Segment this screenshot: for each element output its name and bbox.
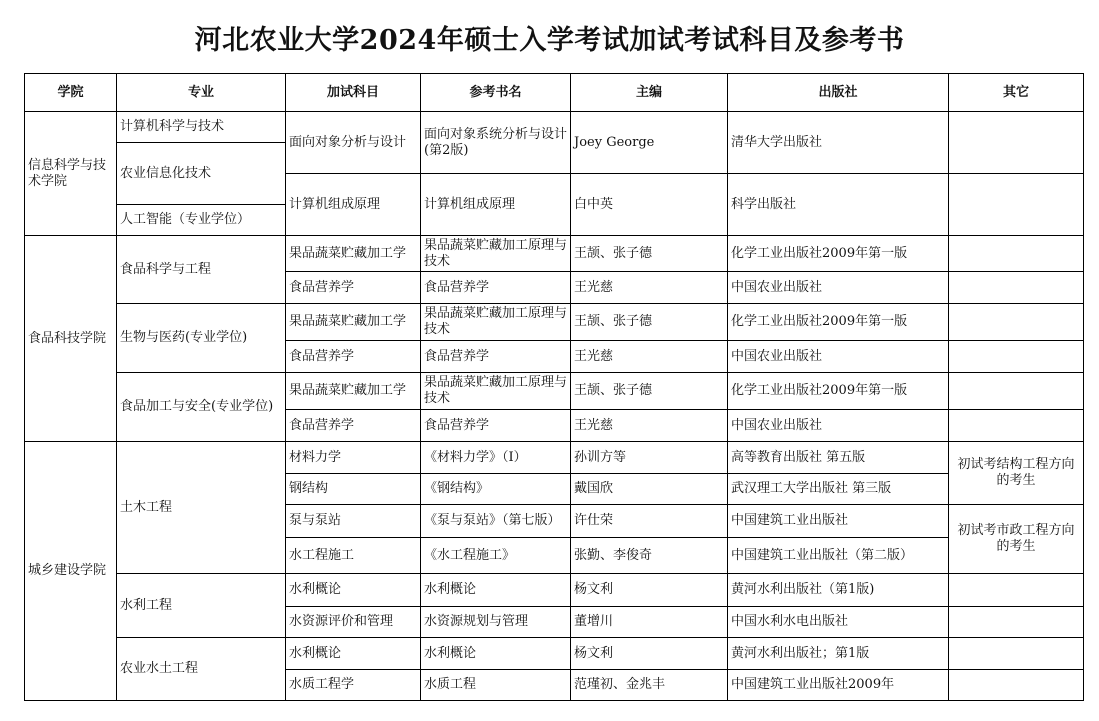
subject-cell: 材料力学 bbox=[286, 442, 421, 474]
other-cell bbox=[949, 341, 1084, 373]
book-cell: 食品营养学 bbox=[421, 410, 571, 442]
publisher-cell: 化学工业出版社2009年第一版 bbox=[728, 373, 949, 410]
book-cell: 水质工程 bbox=[421, 670, 571, 701]
editor-cell: 王光慈 bbox=[571, 341, 728, 373]
major-cell: 水利工程 bbox=[117, 574, 286, 638]
header-editor: 主编 bbox=[571, 74, 728, 112]
table-header-row bbox=[25, 74, 1084, 112]
publisher-cell: 中国建筑工业出版社 bbox=[728, 505, 949, 538]
editor-cell: 范瑾初、金兆丰 bbox=[571, 670, 728, 701]
table-row bbox=[25, 304, 1084, 341]
other-cell bbox=[949, 174, 1084, 236]
book-cell: 计算机组成原理 bbox=[421, 174, 571, 236]
publisher-cell: 中国水利水电出版社 bbox=[728, 607, 949, 638]
editor-cell: 张勤、李俊奇 bbox=[571, 538, 728, 574]
editor-cell: 董增川 bbox=[571, 607, 728, 638]
editor-cell: 王颉、张子德 bbox=[571, 304, 728, 341]
other-cell bbox=[949, 574, 1084, 607]
subject-cell: 水质工程学 bbox=[286, 670, 421, 701]
editor-cell: 孙训方等 bbox=[571, 442, 728, 474]
major-cell: 食品加工与安全(专业学位) bbox=[117, 373, 286, 442]
book-cell: 果品蔬菜贮藏加工原理与技术 bbox=[421, 373, 571, 410]
other-cell bbox=[949, 670, 1084, 701]
college-cell: 城乡建设学院 bbox=[25, 442, 117, 701]
other-cell bbox=[949, 373, 1084, 410]
book-cell: 水利概论 bbox=[421, 638, 571, 670]
major-cell: 土木工程 bbox=[117, 442, 286, 574]
header-book: 参考书名 bbox=[421, 74, 571, 112]
page-title: 河北农业大学2024年硕士入学考试加试考试科目及参考书 bbox=[194, 25, 905, 56]
editor-cell: 王光慈 bbox=[571, 410, 728, 442]
other-cell bbox=[949, 638, 1084, 670]
table-row bbox=[25, 112, 1084, 143]
publisher-cell: 中国农业出版社 bbox=[728, 410, 949, 442]
major-cell: 食品科学与工程 bbox=[117, 236, 286, 304]
other-cell: 初试考结构工程方向的考生 bbox=[949, 442, 1084, 505]
subject-cell: 钢结构 bbox=[286, 474, 421, 505]
editor-cell: 王光慈 bbox=[571, 272, 728, 304]
editor-cell: 杨文利 bbox=[571, 574, 728, 607]
other-cell bbox=[949, 304, 1084, 341]
major-cell: 计算机科学与技术 bbox=[117, 112, 286, 143]
other-cell: 初试考市政工程方向的考生 bbox=[949, 505, 1084, 574]
publisher-cell: 中国农业出版社 bbox=[728, 272, 949, 304]
book-cell: 《水工程施工》 bbox=[421, 538, 571, 574]
editor-cell: 王颉、张子德 bbox=[571, 236, 728, 272]
other-cell bbox=[949, 607, 1084, 638]
header-college: 学院 bbox=[25, 74, 117, 112]
book-cell: 食品营养学 bbox=[421, 341, 571, 373]
book-cell: 水资源规划与管理 bbox=[421, 607, 571, 638]
subject-cell: 果品蔬菜贮藏加工学 bbox=[286, 304, 421, 341]
book-cell: 《泵与泵站》（第七版） bbox=[421, 505, 571, 538]
book-cell: 面向对象系统分析与设计(第2版) bbox=[421, 112, 571, 174]
publisher-cell: 高等教育出版社 第五版 bbox=[728, 442, 949, 474]
publisher-cell: 中国农业出版社 bbox=[728, 341, 949, 373]
book-cell: 水利概论 bbox=[421, 574, 571, 607]
subject-cell: 水资源评价和管理 bbox=[286, 607, 421, 638]
subject-cell: 果品蔬菜贮藏加工学 bbox=[286, 236, 421, 272]
subject-cell: 泵与泵站 bbox=[286, 505, 421, 538]
publisher-cell: 武汉理工大学出版社 第三版 bbox=[728, 474, 949, 505]
table-row bbox=[25, 638, 1084, 670]
table-row bbox=[25, 574, 1084, 607]
header-publisher: 出版社 bbox=[728, 74, 949, 112]
major-cell: 人工智能（专业学位） bbox=[117, 205, 286, 236]
editor-cell: 许仕荣 bbox=[571, 505, 728, 538]
header-subject: 加试科目 bbox=[286, 74, 421, 112]
other-cell bbox=[949, 236, 1084, 272]
publisher-cell: 清华大学出版社 bbox=[728, 112, 949, 174]
subject-cell: 食品营养学 bbox=[286, 410, 421, 442]
editor-cell: Joey George bbox=[571, 112, 728, 174]
editor-cell: 白中英 bbox=[571, 174, 728, 236]
subject-cell: 水利概论 bbox=[286, 638, 421, 670]
subject-cell: 食品营养学 bbox=[286, 341, 421, 373]
subject-cell: 面向对象分析与设计 bbox=[286, 112, 421, 174]
publisher-cell: 化学工业出版社2009年第一版 bbox=[728, 304, 949, 341]
subject-cell: 水工程施工 bbox=[286, 538, 421, 574]
exam-table bbox=[24, 73, 1084, 701]
subject-cell: 果品蔬菜贮藏加工学 bbox=[286, 373, 421, 410]
editor-cell: 戴国欣 bbox=[571, 474, 728, 505]
table-row bbox=[25, 236, 1084, 272]
book-cell: 果品蔬菜贮藏加工原理与技术 bbox=[421, 236, 571, 272]
other-cell bbox=[949, 112, 1084, 174]
publisher-cell: 中国建筑工业出版社2009年 bbox=[728, 670, 949, 701]
subject-cell: 食品营养学 bbox=[286, 272, 421, 304]
editor-cell: 杨文利 bbox=[571, 638, 728, 670]
major-cell: 农业水土工程 bbox=[117, 638, 286, 701]
publisher-cell: 黄河水利出版社；第1版 bbox=[728, 638, 949, 670]
book-cell: 果品蔬菜贮藏加工原理与技术 bbox=[421, 304, 571, 341]
header-major: 专业 bbox=[117, 74, 286, 112]
subject-cell: 水利概论 bbox=[286, 574, 421, 607]
major-cell: 农业信息化技术 bbox=[117, 143, 286, 205]
header-other: 其它 bbox=[949, 74, 1084, 112]
book-cell: 《材料力学》（Ⅰ） bbox=[421, 442, 571, 474]
publisher-cell: 黄河水利出版社（第1版) bbox=[728, 574, 949, 607]
editor-cell: 王颉、张子德 bbox=[571, 373, 728, 410]
college-cell: 信息科学与技术学院 bbox=[25, 112, 117, 236]
publisher-cell: 中国建筑工业出版社（第二版） bbox=[728, 538, 949, 574]
book-cell: 食品营养学 bbox=[421, 272, 571, 304]
major-cell: 生物与医药(专业学位) bbox=[117, 304, 286, 373]
publisher-cell: 科学出版社 bbox=[728, 174, 949, 236]
subject-cell: 计算机组成原理 bbox=[286, 174, 421, 236]
other-cell bbox=[949, 272, 1084, 304]
table-row bbox=[25, 373, 1084, 410]
table-row bbox=[25, 442, 1084, 474]
other-cell bbox=[949, 410, 1084, 442]
college-cell: 食品科技学院 bbox=[25, 236, 117, 442]
book-cell: 《钢结构》 bbox=[421, 474, 571, 505]
publisher-cell: 化学工业出版社2009年第一版 bbox=[728, 236, 949, 272]
